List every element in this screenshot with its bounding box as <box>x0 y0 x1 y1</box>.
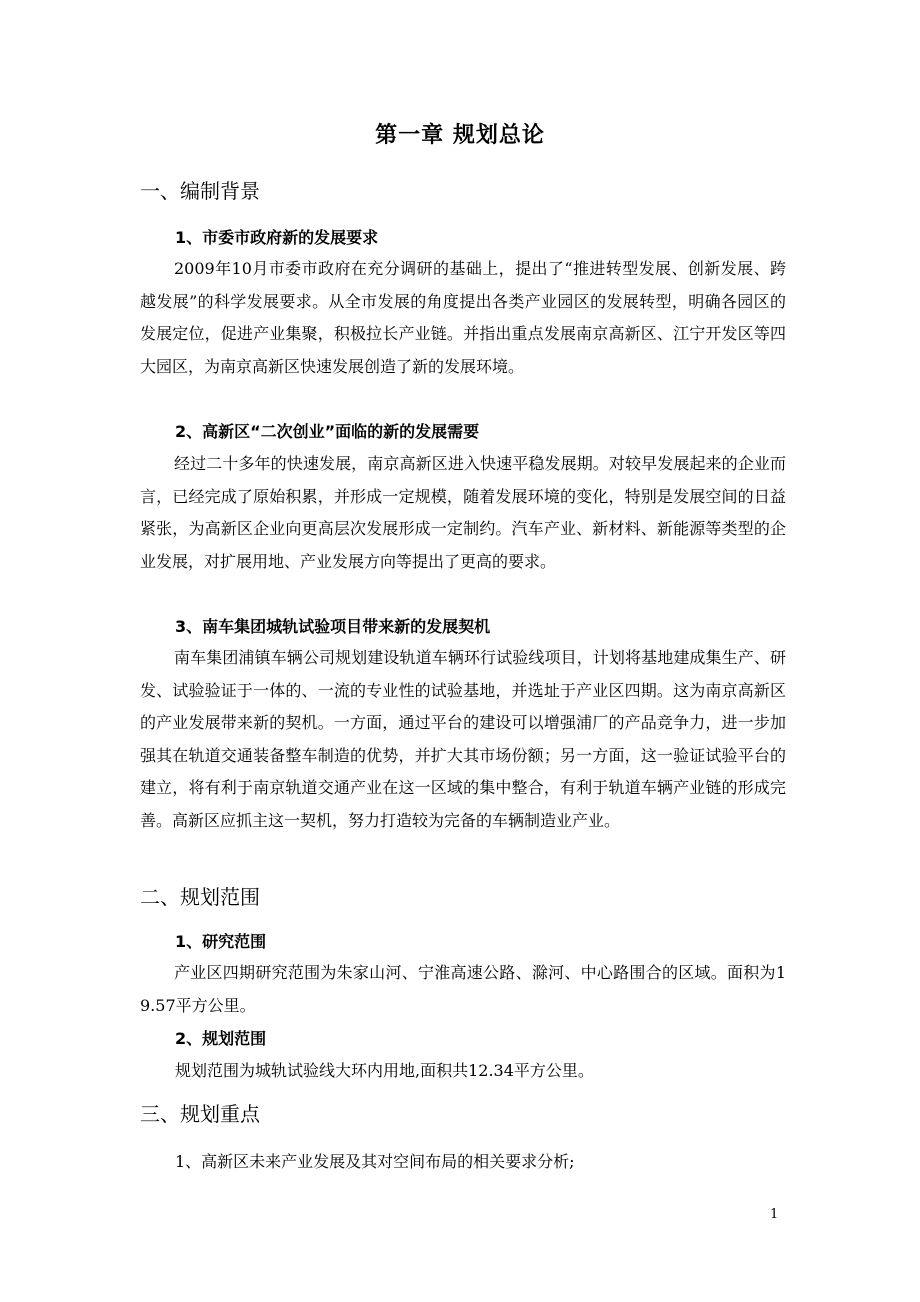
paragraph-planning-scope: 规划范围为城轨试验线大环内用地,面积共12.34平方公里。 <box>175 1061 594 1080</box>
subheading-csr-rail-test: 3、南车集团城轨试验项目带来新的发展契机 <box>175 617 491 636</box>
section-heading-key-points: 三、规划重点 <box>140 1102 260 1126</box>
subheading-research-scope: 1、研究范围 <box>175 932 267 951</box>
subheading-city-requirements: 1、市委市政府新的发展要求 <box>175 228 379 247</box>
paragraph-second-venture: 经过二十多年的快速发展，南京高新区进入快速平稳发展期。对较早发展起来的企业而言，已经完成了原始积累，并形成一定规模，随着发展环境的变化，特别是发展空间的日益紧张，为高新区企业向更高层次发展形成一定制约。汽车产业、新材料、新能源等类型的企业发展，对扩展用地、产业发展方向等提出了更高的要求。 <box>140 454 786 571</box>
section-heading-scope: 二、规划范围 <box>140 885 260 909</box>
list-item-key-point-1: 1、高新区未来产业发展及其对空间布局的相关要求分析; <box>175 1152 575 1171</box>
paragraph-csr-rail-test: 南车集团浦镇车辆公司规划建设轨道车辆环行试验线项目，计划将基地建成集生产、研发、试验验证于一体的、一流的专业性的试验基地，并选址于产业区四期。这为南京高新区的产业发展带来新的契机。一方面，通过平台的建设可以增强浦厂的产品竞争力，进一步加强其在轨道交通装备整车制造的优势，并扩大其市场份额；另一方面，这一验证试验平台的建立，将有利于南京轨道交通产业在这一区域的集中整合，有利于轨道车辆产业链的形成完善。高新区应抓主这一契机，努力打造较为完备的车辆制造业产业。 <box>140 648 786 830</box>
subheading-planning-scope: 2、规划范围 <box>175 1029 267 1048</box>
paragraph-research-scope: 产业区四期研究范围为朱家山河、宁淮高速公路、滁河、中心路围合的区域。面积为19.57平方公里。 <box>140 963 786 1015</box>
subheading-second-venture: 2、高新区“二次创业”面临的新的发展需要 <box>175 422 480 441</box>
page-number: 1 <box>770 1207 779 1222</box>
paragraph-city-requirements: 2009年10月市委市政府在充分调研的基础上，提出了“推进转型发展、创新发展、跨越发展”的科学发展要求。从全市发展的角度提出各类产业园区的发展转型，明确各园区的发展定位，促进产业集聚，积极拉长产业链。并指出重点发展南京高新区、江宁开发区等四大园区，为南京高新区快速发展创造了新的发展环境。 <box>140 259 786 376</box>
section-heading-background: 一、编制背景 <box>140 179 260 203</box>
chapter-title: 第一章 规划总论 <box>375 123 545 148</box>
